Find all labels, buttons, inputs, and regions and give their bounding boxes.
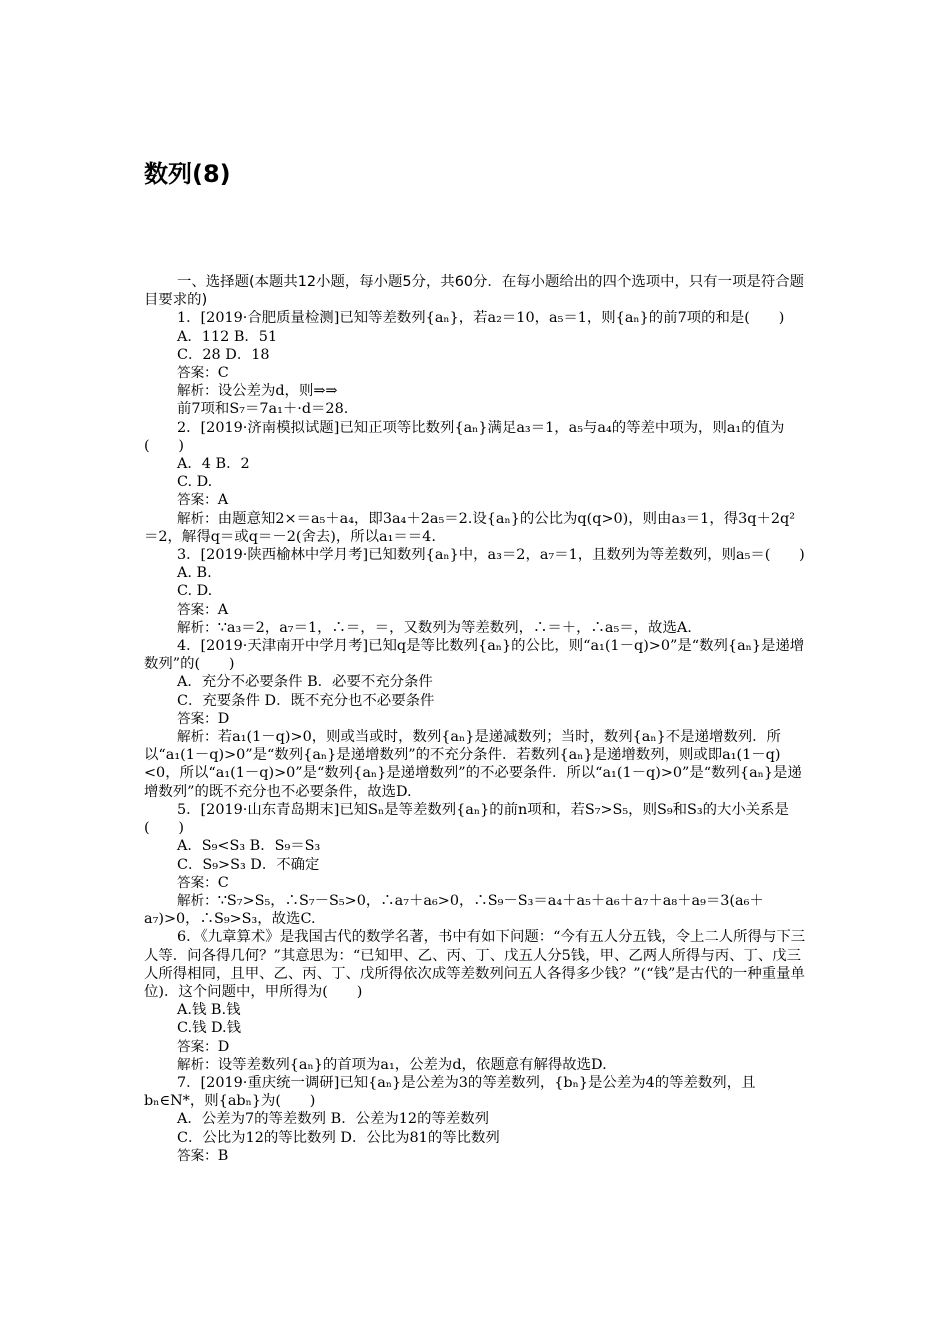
analysis-4 bbox=[144, 728, 808, 801]
answer-value: A bbox=[217, 492, 229, 509]
analysis-label: 解析： bbox=[177, 892, 218, 909]
analysis-text: 设公差为d，则⇒⇒ bbox=[217, 383, 338, 400]
answer-value: B bbox=[217, 1147, 229, 1164]
analysis-1b: 前7项和S₇＝7a₁＋·d＝28. bbox=[177, 401, 349, 418]
analysis-label: 解析： bbox=[177, 1056, 218, 1073]
question-options-1a: A．112 B．51 bbox=[177, 328, 278, 345]
analysis-2 bbox=[144, 510, 808, 546]
analysis-1a bbox=[144, 382, 808, 400]
question-options-4a: A．充分不必要条件 B．必要不充分条件 bbox=[177, 674, 433, 691]
question-stem-2: 2．[2019·济南模拟试题]已知正项等比数列{aₙ}满足a₃＝1，a₅与a₄的等差中项为，则a₁的值为( ) bbox=[144, 419, 785, 454]
page-title: 数列(8) bbox=[144, 160, 231, 188]
analysis-text: 设等差数列{aₙ}的首项为a₁，公差为d，依题意有解得故选D. bbox=[217, 1056, 607, 1073]
answer-2 bbox=[144, 491, 808, 509]
analysis-text: 由题意知2×＝a₅＋a₄，即3a₄＋2a₅＝2.设{aₙ}的公比为q(q>0)，则由a₃＝1，得3q＋2q²＝2，解得q＝或q＝－2(舍去)，所以a₁＝＝4. bbox=[144, 510, 796, 545]
question-options-5b: C．S₉>S₃ D．不确定 bbox=[177, 856, 320, 873]
question-options-7b: C．公比为12的等比数列 D．公比为81的等比数列 bbox=[177, 1129, 500, 1146]
document-body bbox=[144, 273, 808, 1165]
answer-label: 答案： bbox=[177, 710, 218, 727]
analysis-5 bbox=[144, 892, 808, 928]
question-options-2a: A．4 B．2 bbox=[177, 456, 250, 473]
question-options-6a: A.钱 B.钱 bbox=[177, 1002, 241, 1019]
answer-label: 答案： bbox=[177, 1038, 218, 1055]
answer-label: 答案： bbox=[177, 1147, 218, 1164]
section-header: 一、选择题(本题共12小题，每小题5分，共60分．在每小题给出的四个选项中，只有一项是符合题目要求的) bbox=[144, 274, 805, 309]
analysis-label: 解析： bbox=[177, 619, 218, 636]
analysis-label: 解析： bbox=[177, 510, 218, 527]
answer-label: 答案： bbox=[177, 601, 218, 618]
question-stem-4: 4．[2019·天津南开中学月考]已知q是等比数列{aₙ}的公比，则“a₁(1－q)>0”是“数列{aₙ}是递增数列”的( ) bbox=[144, 638, 805, 673]
answer-5 bbox=[144, 874, 808, 892]
analysis-label: 解析： bbox=[177, 383, 218, 400]
answer-label: 答案： bbox=[177, 492, 218, 509]
answer-4 bbox=[144, 710, 808, 728]
analysis-text: ∵a₃＝2，a₇＝1，∴＝，＝，又数列为等差数列，∴＝＋，∴a₅＝，故选A. bbox=[217, 619, 692, 636]
question-options-3a: A. B. bbox=[177, 565, 212, 582]
analysis-6 bbox=[144, 1056, 808, 1074]
analysis-label: 解析： bbox=[177, 729, 218, 746]
answer-value: C bbox=[217, 874, 229, 891]
question-stem-3: 3．[2019·陕西榆林中学月考]已知数列{aₙ}中，a₃＝2，a₇＝1，且数列为等差数列，则a₅＝( ) bbox=[177, 547, 805, 564]
question-stem-5: 5．[2019·山东青岛期末]已知Sₙ是等差数列{aₙ}的前n项和，若S₇>S₅，则S₉和S₃的大小关系是( ) bbox=[144, 801, 789, 837]
question-stem-7: 7．[2019·重庆统一调研]已知{aₙ}是公差为3的等差数列，{bₙ}是公差为4的等差数列，且bₙ∈N*，则{abₙ}为( ) bbox=[144, 1074, 756, 1110]
answer-label: 答案： bbox=[177, 874, 218, 891]
answer-7 bbox=[144, 1147, 808, 1165]
question-options-7a: A．公差为7的等差数列 B．公差为12的等差数列 bbox=[177, 1111, 490, 1128]
answer-value: D bbox=[217, 1038, 230, 1055]
question-options-4b: C．充要条件 D．既不充分也不必要条件 bbox=[177, 692, 435, 709]
answer-value: C bbox=[217, 365, 229, 382]
answer-1 bbox=[144, 364, 808, 382]
answer-6 bbox=[144, 1038, 808, 1056]
answer-value: D bbox=[217, 710, 230, 727]
question-options-3b: C. D. bbox=[177, 583, 213, 600]
question-options-2b: C. D. bbox=[177, 474, 213, 491]
question-options-1b: C．28 D．18 bbox=[177, 346, 270, 363]
answer-value: A bbox=[217, 601, 229, 618]
question-stem-6: 6．《九章算术》是我国古代的数学名著，书中有如下问题：“今有五人分五钱，令上二人所得与下三人等．问各得几何？”其意思为：“已知甲、乙、丙、丁、戊五人分5钱，甲、乙两人所得与丙、丁、戊三人所得相同，且甲、乙、丙、丁、戊所得依次成等差数列问五人各得多少钱？”(“钱”是古代的一种重量单位)．这个问题中，甲所得为( ) bbox=[144, 929, 806, 1000]
question-options-6b: C.钱 D.钱 bbox=[177, 1020, 242, 1037]
analysis-3 bbox=[144, 619, 808, 637]
analysis-text: 若a₁(1－q)>0，则或当或时，数列{aₙ}是递减数列；当时，数列{aₙ}不是递增数列．所以“a₁(1－q)>0”是“数列{aₙ}是递增数列”的不充分条件．若数列{aₙ}是递增数列，则或即a₁(1－q)<0，所以“a₁(1－q)>0”是“数列{aₙ}是递增数列”的不必要条件．所以“a₁(1－q)>0”是“数列{aₙ}是递增数列”的既不充分也不必要条件，故选D. bbox=[144, 729, 802, 800]
question-stem-1: 1．[2019·合肥质量检测]已知等差数列{aₙ}，若a₂＝10，a₅＝1，则{aₙ}的前7项的和是( ) bbox=[177, 310, 785, 327]
answer-label: 答案： bbox=[177, 365, 218, 382]
analysis-text: ∵S₇>S₅，∴S₇－S₅>0，∴a₇＋a₆>0，∴S₉－S₃＝a₄＋a₅＋a₆＋a₇＋a₈＋a₉＝3(a₆＋a₇)>0，∴S₉>S₃，故选C. bbox=[144, 892, 764, 928]
answer-3 bbox=[144, 601, 808, 619]
question-options-5a: A．S₉<S₃ B．S₉＝S₃ bbox=[177, 838, 321, 855]
